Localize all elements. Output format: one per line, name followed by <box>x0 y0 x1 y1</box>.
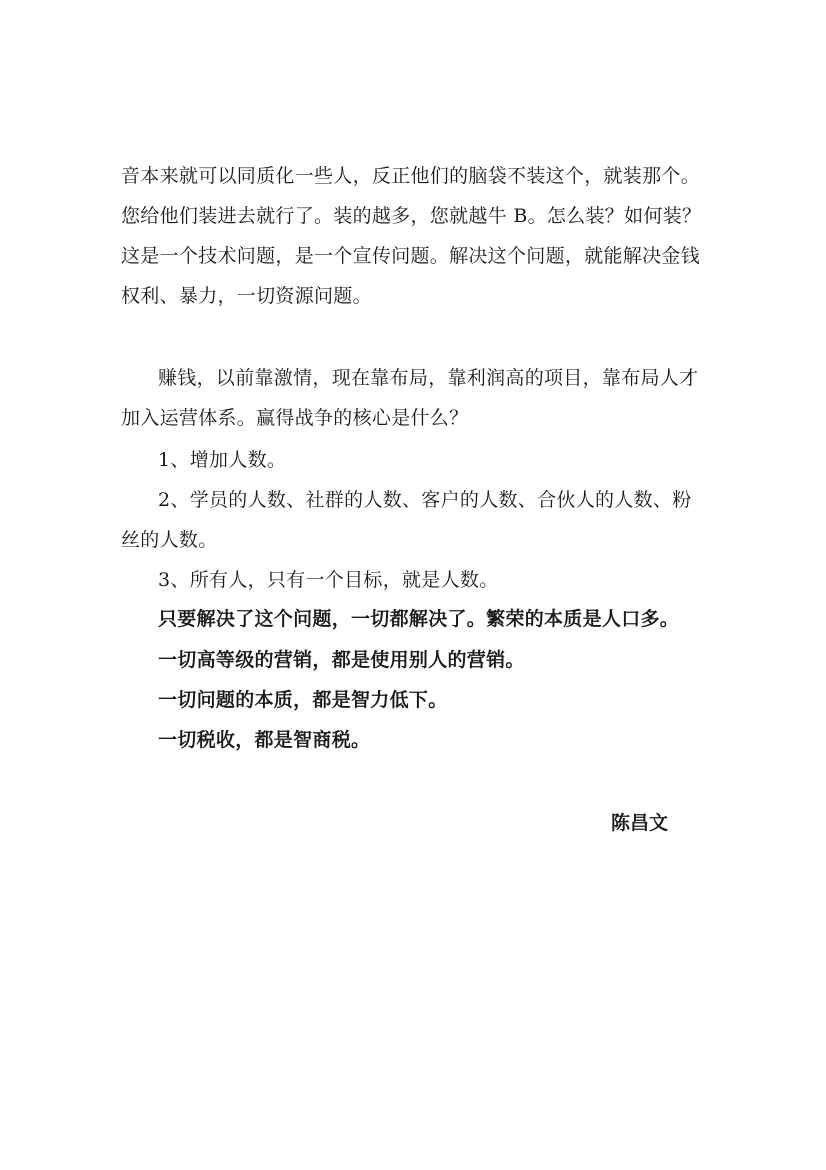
paragraph-2-line-2: 加入运营体系。赢得战争的核心是什么？ <box>121 407 469 429</box>
paragraph-1-line-1: 音本来就可以同质化一些人，反正他们的脑袋不装这个，就装那个。 <box>121 165 701 187</box>
conclusion-1: 只要解决了这个问题，一切都解决了。繁荣的本质是人口多。 <box>158 608 680 630</box>
conclusion-4: 一切税收，都是智商税。 <box>158 729 371 751</box>
paragraph-2-line-1: 赚钱，以前靠激情，现在靠布局，靠利润高的项目，靠布局人才 <box>158 367 699 389</box>
list-item-1: 1、增加人数。 <box>158 449 287 471</box>
list-item-2-line-1: 2、学员的人数、社群的人数、客户的人数、合伙人的人数、粉 <box>158 489 692 511</box>
paragraph-1-line-3: 这是一个技术问题，是一个宣传问题。解决这个问题，就能解决金钱 <box>121 245 701 267</box>
list-item-2-line-2: 丝的人数。 <box>121 529 218 551</box>
paragraph-1-line-4: 权利、暴力，一切资源问题。 <box>121 285 372 307</box>
list-item-3: 3、所有人，只有一个目标，就是人数。 <box>158 569 499 591</box>
conclusion-2: 一切高等级的营销，都是使用别人的营销。 <box>158 649 525 671</box>
conclusion-3: 一切问题的本质，都是智力低下。 <box>158 689 448 711</box>
author-signature: 陈昌文 <box>610 812 668 834</box>
paragraph-1-line-2: 您给他们装进去就行了。装的越多，您就越牛 B。怎么装？如何装？ <box>121 205 702 227</box>
